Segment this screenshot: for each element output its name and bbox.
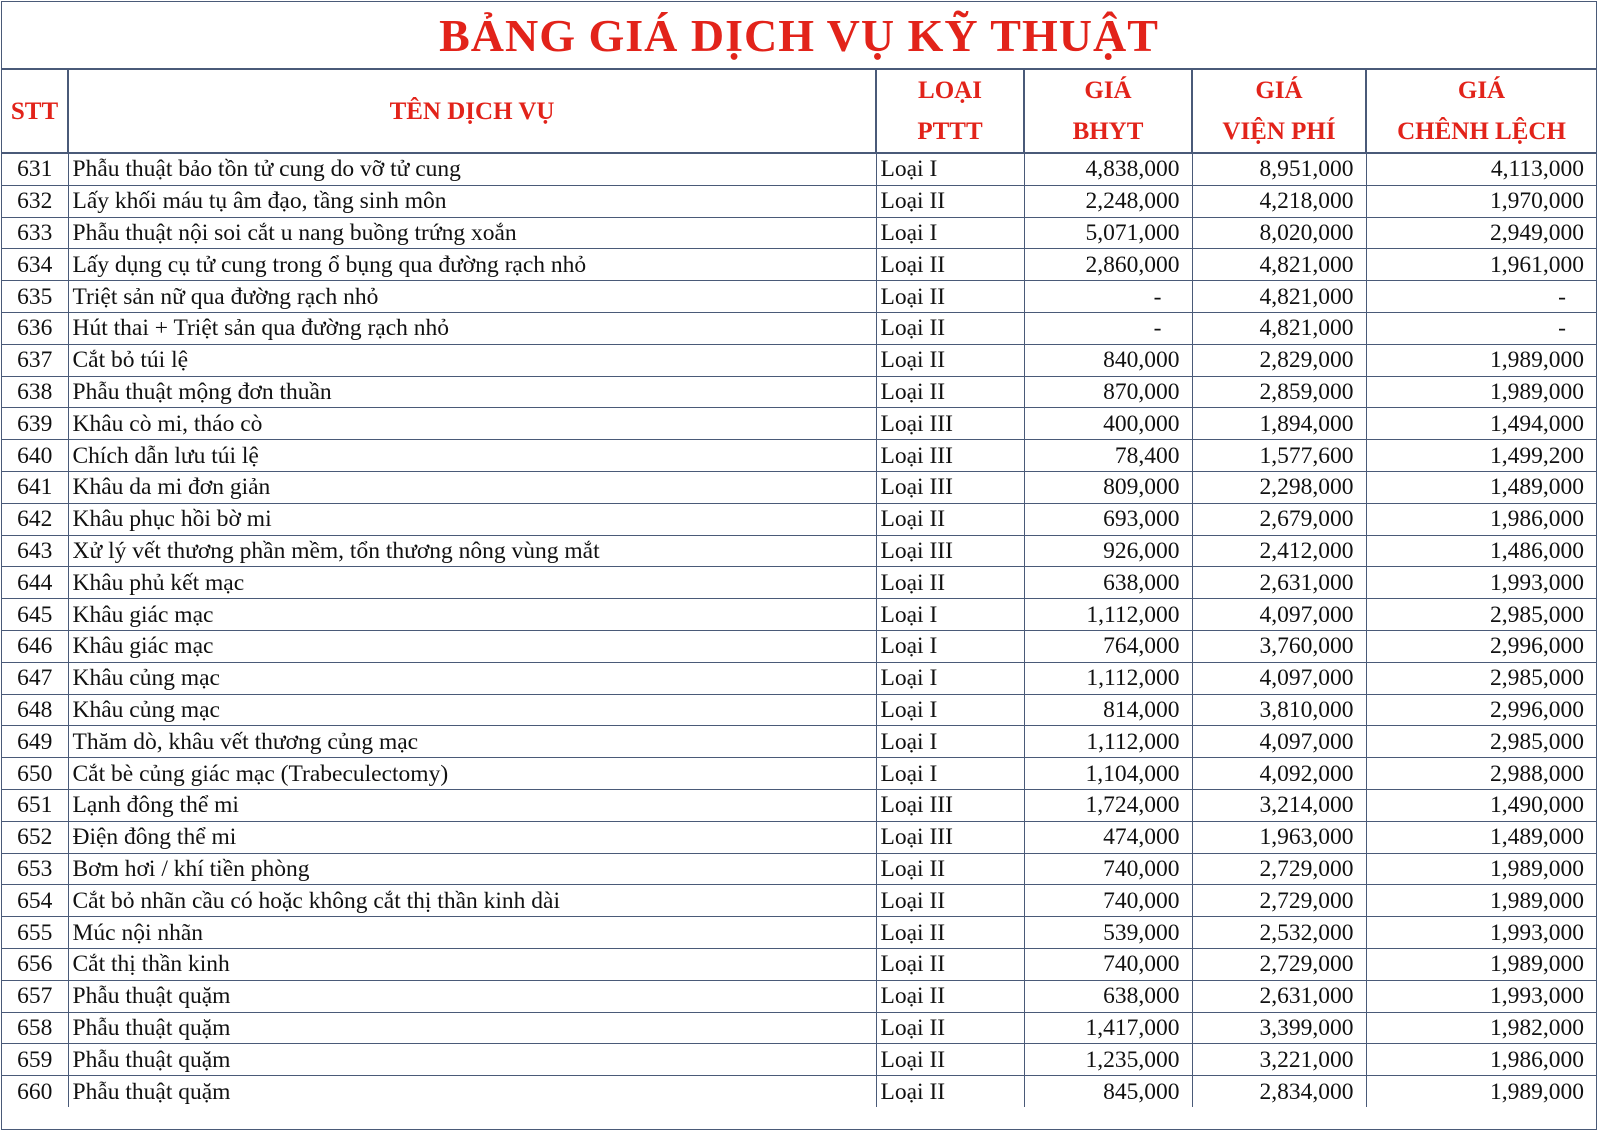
table-row — [2, 821, 1596, 853]
chenh-lech-price-cell: - — [1366, 312, 1596, 344]
vien-phi-price-cell: 4,092,000 — [1192, 758, 1366, 790]
pttt-type-cell: Loại II — [876, 853, 1024, 885]
table-row — [2, 1012, 1596, 1044]
chenh-lech-price-cell: 1,490,000 — [1366, 789, 1596, 821]
bhyt-price-cell: 1,112,000 — [1024, 726, 1192, 758]
table-row — [2, 312, 1596, 344]
table-row — [2, 376, 1596, 408]
bhyt-price-cell: 1,235,000 — [1024, 1044, 1192, 1076]
vien-phi-price-cell: 2,679,000 — [1192, 503, 1366, 535]
stt-cell: 634 — [2, 249, 68, 281]
vien-phi-price-cell: 2,298,000 — [1192, 471, 1366, 503]
stt-cell: 638 — [2, 376, 68, 408]
chenh-lech-price-cell: 2,985,000 — [1366, 726, 1596, 758]
bhyt-price-cell: 1,104,000 — [1024, 758, 1192, 790]
table-header — [2, 70, 1596, 153]
table-row — [2, 948, 1596, 980]
vien-phi-price-cell: 2,729,000 — [1192, 885, 1366, 917]
bhyt-price-cell: 2,860,000 — [1024, 249, 1192, 281]
chenh-lech-price-cell: 2,985,000 — [1366, 662, 1596, 694]
table-row — [2, 185, 1596, 217]
service-name-cell: Xử lý vết thương phần mềm, tổn thương nông vùng mắt — [68, 535, 876, 567]
vien-phi-price-cell: 8,951,000 — [1192, 153, 1366, 185]
page-title: BẢNG GIÁ DỊCH VỤ KỸ THUẬT — [2, 2, 1596, 70]
bhyt-price-cell: 809,000 — [1024, 471, 1192, 503]
service-name-cell: Chích dẫn lưu túi lệ — [68, 440, 876, 472]
stt-cell: 652 — [2, 821, 68, 853]
chenh-lech-price-cell: 1,970,000 — [1366, 185, 1596, 217]
table-row — [2, 630, 1596, 662]
chenh-lech-price-cell: 2,985,000 — [1366, 599, 1596, 631]
bhyt-price-cell: 2,248,000 — [1024, 185, 1192, 217]
stt-cell: 636 — [2, 312, 68, 344]
stt-cell: 654 — [2, 885, 68, 917]
service-name-cell: Khâu cò mi, tháo cò — [68, 408, 876, 440]
vien-phi-price-cell: 4,097,000 — [1192, 599, 1366, 631]
pttt-type-cell: Loại II — [876, 1044, 1024, 1076]
stt-cell: 644 — [2, 567, 68, 599]
vien-phi-price-cell: 2,631,000 — [1192, 980, 1366, 1012]
service-name-cell: Phẫu thuật quặm — [68, 1044, 876, 1076]
pttt-type-cell: Loại I — [876, 153, 1024, 185]
chenh-lech-price-cell: 2,988,000 — [1366, 758, 1596, 790]
service-name-cell: Khâu giác mạc — [68, 599, 876, 631]
service-name-cell: Múc nội nhãn — [68, 917, 876, 949]
pttt-type-cell: Loại II — [876, 312, 1024, 344]
service-name-cell: Lạnh đông thể mi — [68, 789, 876, 821]
bhyt-price-cell: 840,000 — [1024, 344, 1192, 376]
pttt-type-cell: Loại I — [876, 599, 1024, 631]
chenh-lech-price-cell: 1,989,000 — [1366, 853, 1596, 885]
service-name-cell: Bơm hơi / khí tiền phòng — [68, 853, 876, 885]
table-row — [2, 281, 1596, 313]
header-bhyt-line2: BHYT — [1072, 118, 1144, 145]
table-row — [2, 726, 1596, 758]
stt-cell: 651 — [2, 789, 68, 821]
pttt-type-cell: Loại II — [876, 376, 1024, 408]
stt-cell: 631 — [2, 153, 68, 185]
service-name-cell: Phẫu thuật mộng đơn thuần — [68, 376, 876, 408]
pttt-type-cell: Loại III — [876, 471, 1024, 503]
price-table-sheet — [1, 1, 1597, 1130]
chenh-lech-price-cell: 2,996,000 — [1366, 630, 1596, 662]
stt-cell: 641 — [2, 471, 68, 503]
bhyt-price-cell: 539,000 — [1024, 917, 1192, 949]
table-row — [2, 440, 1596, 472]
header-vien-phi-line2: VIỆN PHÍ — [1222, 118, 1336, 145]
table-row — [2, 344, 1596, 376]
pttt-type-cell: Loại I — [876, 758, 1024, 790]
vien-phi-price-cell: 4,821,000 — [1192, 312, 1366, 344]
stt-cell: 653 — [2, 853, 68, 885]
table-row — [2, 694, 1596, 726]
pttt-type-cell: Loại III — [876, 535, 1024, 567]
pttt-type-cell: Loại II — [876, 948, 1024, 980]
header-name — [68, 70, 876, 153]
service-name-cell: Khâu da mi đơn giản — [68, 471, 876, 503]
vien-phi-price-cell: 4,097,000 — [1192, 662, 1366, 694]
vien-phi-price-cell: 2,829,000 — [1192, 344, 1366, 376]
pttt-type-cell: Loại II — [876, 185, 1024, 217]
bhyt-price-cell: 1,112,000 — [1024, 599, 1192, 631]
chenh-lech-price-cell: 1,993,000 — [1366, 917, 1596, 949]
vien-phi-price-cell: 3,810,000 — [1192, 694, 1366, 726]
bhyt-price-cell: 1,724,000 — [1024, 789, 1192, 821]
chenh-lech-price-cell: 1,989,000 — [1366, 344, 1596, 376]
bhyt-price-cell: 5,071,000 — [1024, 217, 1192, 249]
chenh-lech-price-cell: 1,489,000 — [1366, 821, 1596, 853]
chenh-lech-price-cell: 1,494,000 — [1366, 408, 1596, 440]
service-name-cell: Khâu phục hồi bờ mi — [68, 503, 876, 535]
header-vien-phi-line1: GIÁ — [1255, 77, 1303, 104]
stt-cell: 649 — [2, 726, 68, 758]
pttt-type-cell: Loại I — [876, 662, 1024, 694]
bhyt-price-cell: - — [1024, 281, 1192, 313]
pttt-type-cell: Loại II — [876, 567, 1024, 599]
chenh-lech-price-cell: 4,113,000 — [1366, 153, 1596, 185]
bhyt-price-cell: 638,000 — [1024, 567, 1192, 599]
bhyt-price-cell: 845,000 — [1024, 1076, 1192, 1107]
table-row — [2, 217, 1596, 249]
chenh-lech-price-cell: 1,986,000 — [1366, 1044, 1596, 1076]
pttt-type-cell: Loại I — [876, 694, 1024, 726]
price-table — [2, 70, 1596, 1107]
vien-phi-price-cell: 4,218,000 — [1192, 185, 1366, 217]
table-row — [2, 567, 1596, 599]
pttt-type-cell: Loại II — [876, 344, 1024, 376]
stt-cell: 642 — [2, 503, 68, 535]
vien-phi-price-cell: 2,729,000 — [1192, 853, 1366, 885]
pttt-type-cell: Loại II — [876, 1076, 1024, 1107]
table-row — [2, 853, 1596, 885]
bhyt-price-cell: 638,000 — [1024, 980, 1192, 1012]
pttt-type-cell: Loại II — [876, 980, 1024, 1012]
service-name-cell: Cắt bè củng giác mạc (Trabeculectomy) — [68, 758, 876, 790]
service-name-cell: Điện đông thể mi — [68, 821, 876, 853]
vien-phi-price-cell: 3,221,000 — [1192, 1044, 1366, 1076]
pttt-type-cell: Loại III — [876, 821, 1024, 853]
chenh-lech-price-cell: - — [1366, 281, 1596, 313]
stt-cell: 656 — [2, 948, 68, 980]
service-name-cell: Khâu giác mạc — [68, 630, 876, 662]
vien-phi-price-cell: 2,729,000 — [1192, 948, 1366, 980]
pttt-type-cell: Loại II — [876, 885, 1024, 917]
table-row — [2, 980, 1596, 1012]
bhyt-price-cell: 740,000 — [1024, 853, 1192, 885]
header-vien-phi — [1192, 70, 1366, 153]
table-row — [2, 249, 1596, 281]
bhyt-price-cell: 740,000 — [1024, 885, 1192, 917]
pttt-type-cell: Loại I — [876, 630, 1024, 662]
chenh-lech-price-cell: 1,993,000 — [1366, 980, 1596, 1012]
stt-cell: 646 — [2, 630, 68, 662]
table-row — [2, 885, 1596, 917]
pttt-type-cell: Loại II — [876, 281, 1024, 313]
service-name-cell: Khâu phủ kết mạc — [68, 567, 876, 599]
pttt-type-cell: Loại I — [876, 217, 1024, 249]
header-chenh-lech-line1: GIÁ — [1457, 77, 1506, 104]
vien-phi-price-cell: 8,020,000 — [1192, 217, 1366, 249]
chenh-lech-price-cell: 1,499,200 — [1366, 440, 1596, 472]
table-row — [2, 1076, 1596, 1107]
pttt-type-cell: Loại II — [876, 503, 1024, 535]
header-bhyt — [1024, 70, 1192, 153]
service-name-cell: Cắt bỏ túi lệ — [68, 344, 876, 376]
stt-cell: 635 — [2, 281, 68, 313]
service-name-cell: Lấy dụng cụ tử cung trong ổ bụng qua đường rạch nhỏ — [68, 249, 876, 281]
bhyt-price-cell: 814,000 — [1024, 694, 1192, 726]
table-row — [2, 153, 1596, 185]
service-name-cell: Khâu củng mạc — [68, 694, 876, 726]
service-name-cell: Cắt thị thần kinh — [68, 948, 876, 980]
service-name-cell: Thăm dò, khâu vết thương củng mạc — [68, 726, 876, 758]
stt-cell: 639 — [2, 408, 68, 440]
vien-phi-price-cell: 1,894,000 — [1192, 408, 1366, 440]
service-name-cell: Phẫu thuật bảo tồn tử cung do vỡ tử cung — [68, 153, 876, 185]
bhyt-price-cell: 1,417,000 — [1024, 1012, 1192, 1044]
chenh-lech-price-cell: 1,989,000 — [1366, 1076, 1596, 1107]
header-name-label: TÊN DỊCH VỤ — [389, 97, 555, 125]
header-stt-label: STT — [10, 97, 59, 125]
chenh-lech-price-cell: 1,989,000 — [1366, 376, 1596, 408]
vien-phi-price-cell: 1,577,600 — [1192, 440, 1366, 472]
bhyt-price-cell: 870,000 — [1024, 376, 1192, 408]
stt-cell: 637 — [2, 344, 68, 376]
bhyt-price-cell: 400,000 — [1024, 408, 1192, 440]
vien-phi-price-cell: 3,214,000 — [1192, 789, 1366, 821]
chenh-lech-price-cell: 2,949,000 — [1366, 217, 1596, 249]
header-stt — [2, 70, 68, 153]
service-name-cell: Phẫu thuật quặm — [68, 980, 876, 1012]
table-row — [2, 662, 1596, 694]
vien-phi-price-cell: 2,412,000 — [1192, 535, 1366, 567]
chenh-lech-price-cell: 1,989,000 — [1366, 885, 1596, 917]
header-type — [876, 70, 1024, 153]
bhyt-price-cell: - — [1024, 312, 1192, 344]
service-name-cell: Phẫu thuật quặm — [68, 1012, 876, 1044]
chenh-lech-price-cell: 1,982,000 — [1366, 1012, 1596, 1044]
header-type-line1: LOẠI — [918, 77, 982, 104]
table-row — [2, 471, 1596, 503]
chenh-lech-price-cell: 1,986,000 — [1366, 503, 1596, 535]
service-name-cell: Triệt sản nữ qua đường rạch nhỏ — [68, 281, 876, 313]
bhyt-price-cell: 4,838,000 — [1024, 153, 1192, 185]
stt-cell: 655 — [2, 917, 68, 949]
service-name-cell: Phẫu thuật nội soi cắt u nang buồng trứng xoắn — [68, 217, 876, 249]
chenh-lech-price-cell: 1,489,000 — [1366, 471, 1596, 503]
table-row — [2, 503, 1596, 535]
stt-cell: 650 — [2, 758, 68, 790]
pttt-type-cell: Loại III — [876, 440, 1024, 472]
bhyt-price-cell: 926,000 — [1024, 535, 1192, 567]
chenh-lech-price-cell: 1,486,000 — [1366, 535, 1596, 567]
vien-phi-price-cell: 3,399,000 — [1192, 1012, 1366, 1044]
pttt-type-cell: Loại III — [876, 408, 1024, 440]
stt-cell: 657 — [2, 980, 68, 1012]
table-row — [2, 535, 1596, 567]
service-name-cell: Khâu củng mạc — [68, 662, 876, 694]
stt-cell: 659 — [2, 1044, 68, 1076]
header-chenh-lech — [1366, 70, 1596, 153]
table-row — [2, 758, 1596, 790]
pttt-type-cell: Loại I — [876, 726, 1024, 758]
pttt-type-cell: Loại II — [876, 1012, 1024, 1044]
vien-phi-price-cell: 4,097,000 — [1192, 726, 1366, 758]
stt-cell: 647 — [2, 662, 68, 694]
bhyt-price-cell: 693,000 — [1024, 503, 1192, 535]
pttt-type-cell: Loại III — [876, 789, 1024, 821]
vien-phi-price-cell: 4,821,000 — [1192, 281, 1366, 313]
vien-phi-price-cell: 2,631,000 — [1192, 567, 1366, 599]
pttt-type-cell: Loại II — [876, 249, 1024, 281]
stt-cell: 640 — [2, 440, 68, 472]
service-name-cell: Lấy khối máu tụ âm đạo, tầng sinh môn — [68, 185, 876, 217]
vien-phi-price-cell: 2,532,000 — [1192, 917, 1366, 949]
service-name-cell: Phẫu thuật quặm — [68, 1076, 876, 1107]
service-name-cell: Cắt bỏ nhãn cầu có hoặc không cắt thị thần kinh dài — [68, 885, 876, 917]
table-row — [2, 789, 1596, 821]
vien-phi-price-cell: 1,963,000 — [1192, 821, 1366, 853]
stt-cell: 658 — [2, 1012, 68, 1044]
table-row — [2, 917, 1596, 949]
chenh-lech-price-cell: 2,996,000 — [1366, 694, 1596, 726]
bhyt-price-cell: 78,400 — [1024, 440, 1192, 472]
stt-cell: 645 — [2, 599, 68, 631]
header-chenh-lech-line2: CHÊNH LỆCH — [1397, 118, 1566, 145]
vien-phi-price-cell: 2,859,000 — [1192, 376, 1366, 408]
stt-cell: 648 — [2, 694, 68, 726]
vien-phi-price-cell: 4,821,000 — [1192, 249, 1366, 281]
stt-cell: 632 — [2, 185, 68, 217]
header-type-line2: PTTT — [917, 118, 983, 145]
chenh-lech-price-cell: 1,993,000 — [1366, 567, 1596, 599]
bhyt-price-cell: 740,000 — [1024, 948, 1192, 980]
table-row — [2, 408, 1596, 440]
stt-cell: 660 — [2, 1076, 68, 1107]
service-name-cell: Hút thai + Triệt sản qua đường rạch nhỏ — [68, 312, 876, 344]
bhyt-price-cell: 1,112,000 — [1024, 662, 1192, 694]
header-bhyt-line1: GIÁ — [1084, 77, 1132, 104]
table-row — [2, 599, 1596, 631]
chenh-lech-price-cell: 1,989,000 — [1366, 948, 1596, 980]
stt-cell: 643 — [2, 535, 68, 567]
stt-cell: 633 — [2, 217, 68, 249]
table-row — [2, 1044, 1596, 1076]
chenh-lech-price-cell: 1,961,000 — [1366, 249, 1596, 281]
vien-phi-price-cell: 2,834,000 — [1192, 1076, 1366, 1107]
table-body — [2, 153, 1596, 1107]
bhyt-price-cell: 474,000 — [1024, 821, 1192, 853]
pttt-type-cell: Loại II — [876, 917, 1024, 949]
vien-phi-price-cell: 3,760,000 — [1192, 630, 1366, 662]
bhyt-price-cell: 764,000 — [1024, 630, 1192, 662]
header-row — [2, 70, 1596, 153]
